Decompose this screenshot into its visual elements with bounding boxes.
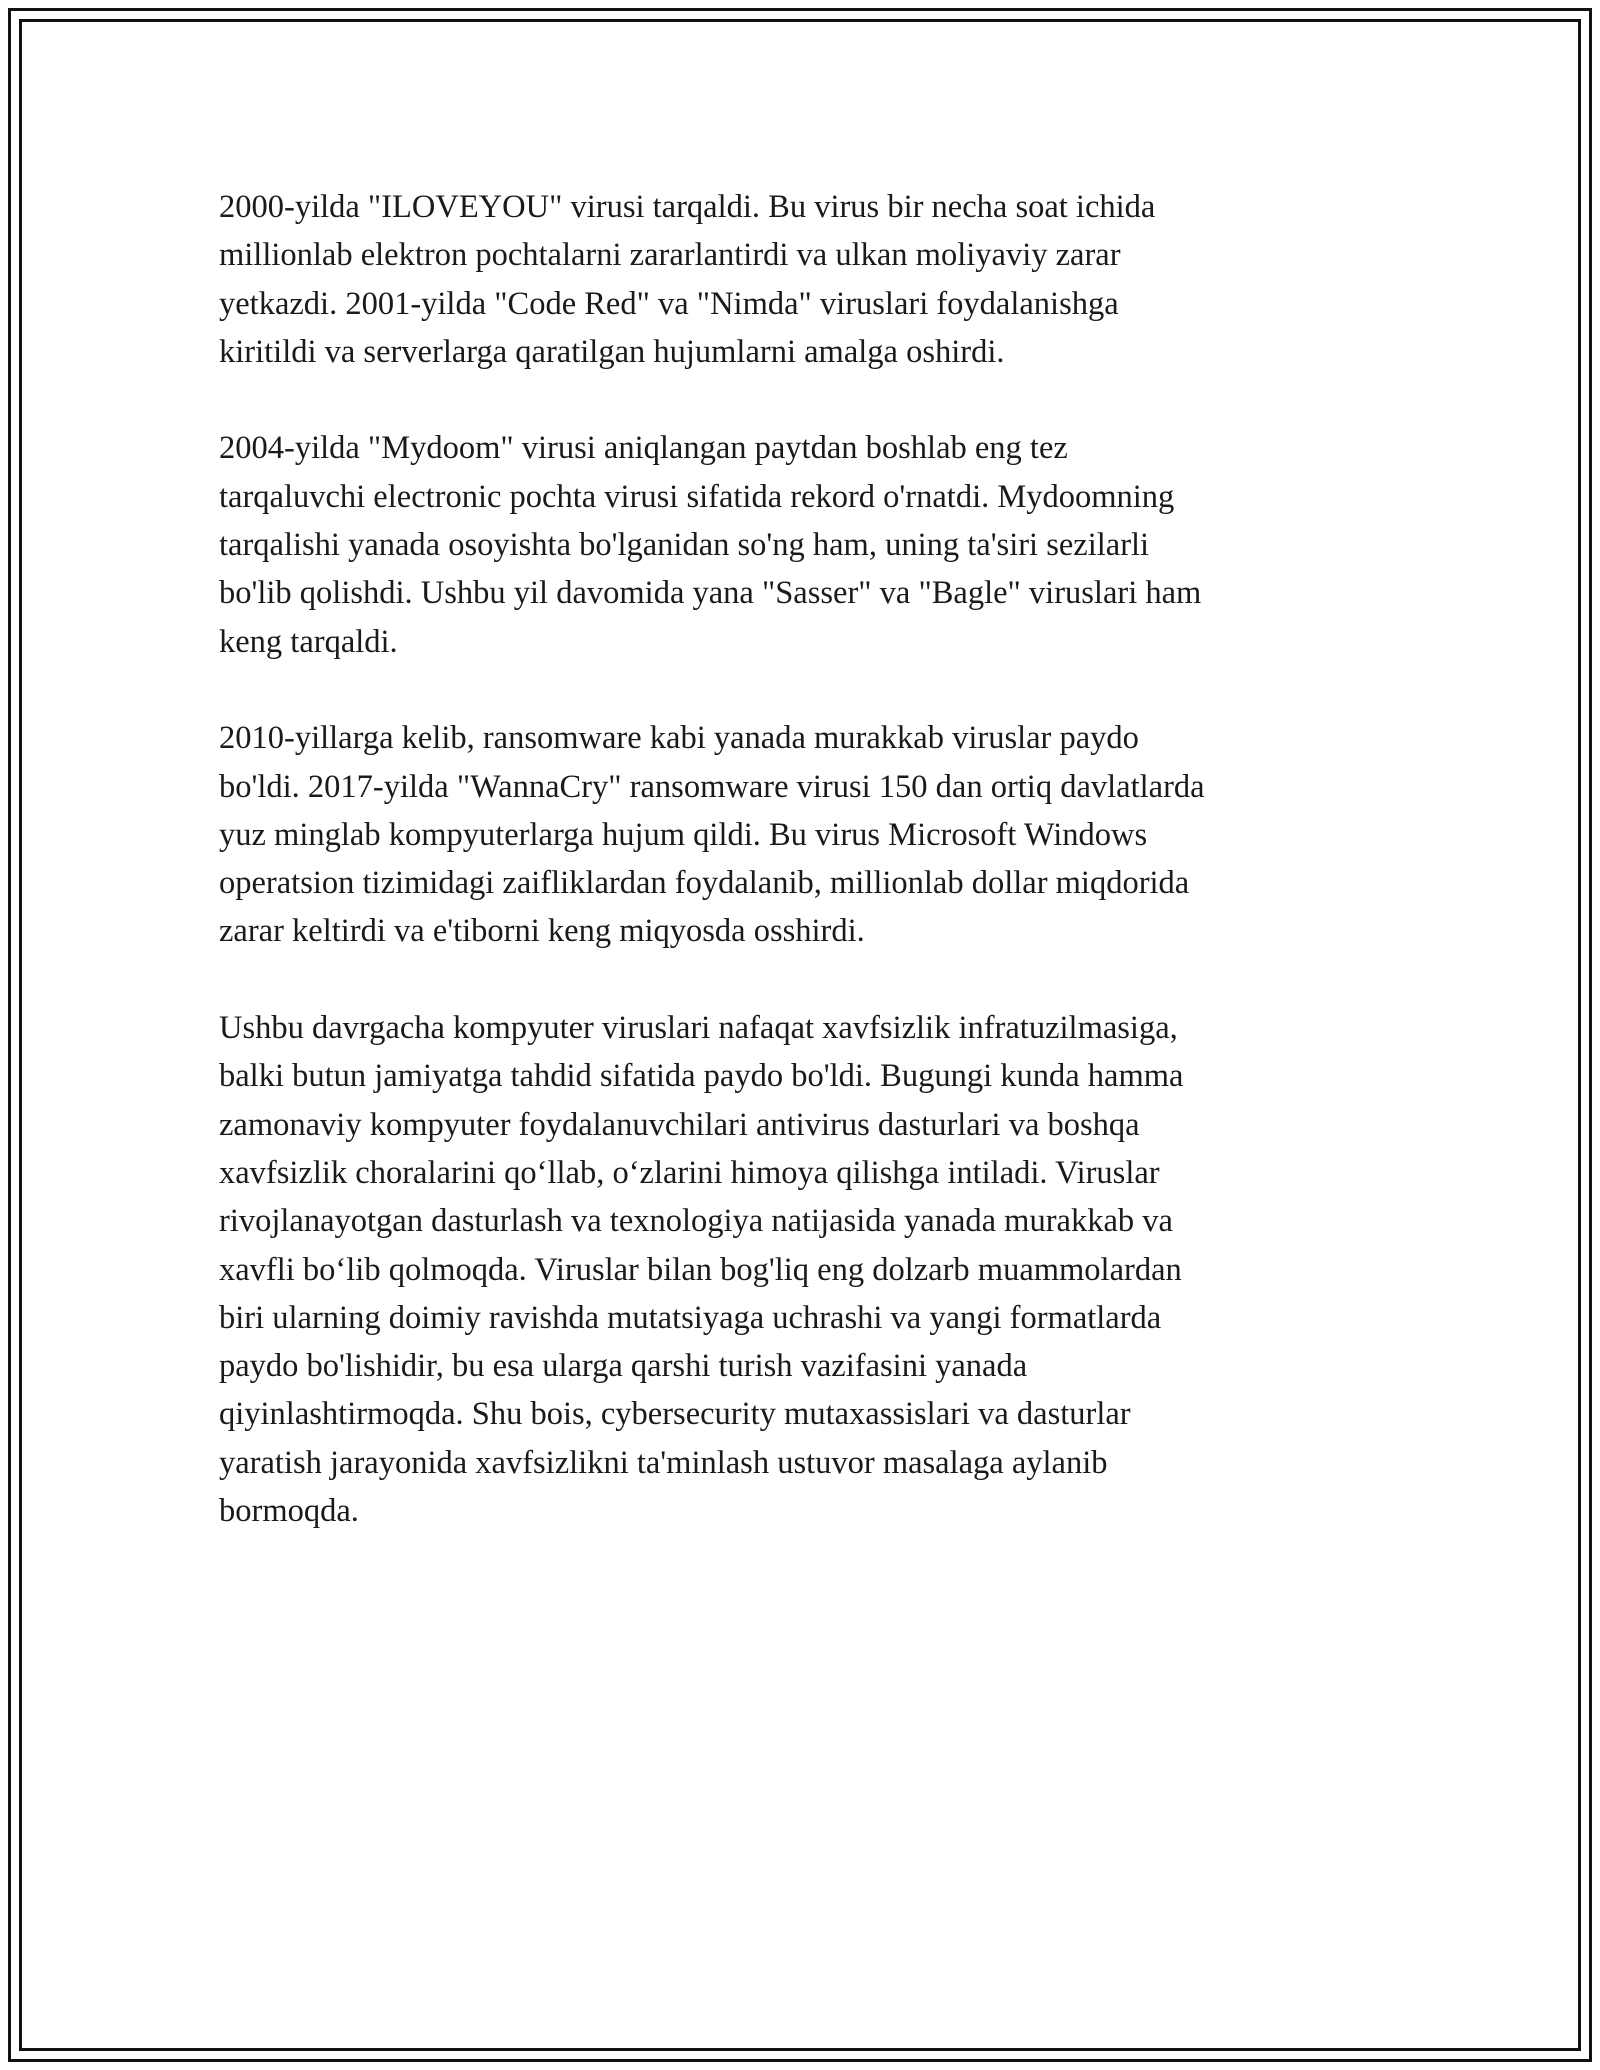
- text-line: xavfli bo‘lib qolmoqda. Viruslar bilan bog'liq eng dolzarb muammolardan: [219, 1251, 1182, 1288]
- text-line: operatsion tizimidagi zaifliklardan foydalanib, millionlab dollar miqdorida: [219, 865, 1190, 902]
- paragraph-wannacry: [219, 714, 1359, 955]
- paragraph-mydoom: [219, 424, 1359, 665]
- text-line: yuz minglab kompyuterlarga hujum qildi. Bu virus Microsoft Windows: [219, 816, 1148, 853]
- text-line: qiyinlashtirmoqda. Shu bois, cybersecurity mutaxassislari va dasturlar: [219, 1396, 1131, 1433]
- text-line: biri ularning doimiy ravishda mutatsiyaga uchrashi va yangi formatlarda: [219, 1299, 1162, 1336]
- text-line: yaratish jarayonida xavfsizlikni ta'minlash ustuvor masalaga aylanib: [219, 1444, 1108, 1481]
- text-line: keng tarqaldi.: [219, 623, 398, 660]
- paragraph-iloveyou: [219, 183, 1359, 376]
- text-line: 2004-yilda "Mydoom" virusi aniqlangan paytdan boshlab eng tez: [219, 430, 1068, 467]
- text-line: bo'lib qolishdi. Ushbu yil davomida yana "Sasser" va "Bagle" viruslari ham: [219, 575, 1202, 612]
- paragraph-conclusion: [219, 1004, 1359, 1535]
- document-body: [219, 183, 1359, 1584]
- text-line: kiritildi va serverlarga qaratilgan hujumlarni amalga oshirdi.: [219, 333, 1005, 370]
- text-line: zamonaviy kompyuter foydalanuvchilari antivirus dasturlari va boshqa: [219, 1106, 1140, 1143]
- text-line: zarar keltirdi va e'tiborni keng miqyosda osshirdi.: [219, 913, 865, 950]
- text-line: tarqalishi yanada osoyishta bo'lganidan so'ng ham, uning ta'siri sezilarli: [219, 527, 1150, 564]
- text-line: 2000-yilda "ILOVEYOU" virusi tarqaldi. Bu virus bir necha soat ichida: [219, 189, 1156, 225]
- text-line: xavfsizlik choralarini qo‘llab, o‘zlarini himoya qilishga intiladi. Viruslar: [219, 1154, 1160, 1191]
- text-line: yetkazdi. 2001-yilda "Code Red" va "Nimda" viruslari foydalanishga: [219, 285, 1119, 322]
- text-line: Ushbu davrgacha kompyuter viruslari nafaqat xavfsizlik infratuzilmasiga,: [219, 1010, 1178, 1047]
- text-line: balki butun jamiyatga tahdid sifatida paydo bo'ldi. Bugungi kunda hamma: [219, 1058, 1184, 1095]
- text-line: paydo bo'lishidir, bu esa ularga qarshi turish vazifasini yanada: [219, 1348, 1028, 1385]
- text-line: 2010-yillarga kelib, ransomware kabi yanada murakkab viruslar paydo: [219, 720, 1139, 757]
- text-line: tarqaluvchi electronic pochta virusi sifatida rekord o'rnatdi. Mydoomning: [219, 478, 1175, 515]
- text-line: bormoqda.: [219, 1493, 359, 1530]
- text-line: millionlab elektron pochtalarni zararlantirdi va ulkan moliyaviy zarar: [219, 237, 1121, 274]
- text-line: rivojlanayotgan dasturlash va texnologiya natijasida yanada murakkab va: [219, 1203, 1173, 1240]
- text-line: bo'ldi. 2017-yilda "WannaCry" ransomware virusi 150 dan ortiq davlatlarda: [219, 768, 1205, 805]
